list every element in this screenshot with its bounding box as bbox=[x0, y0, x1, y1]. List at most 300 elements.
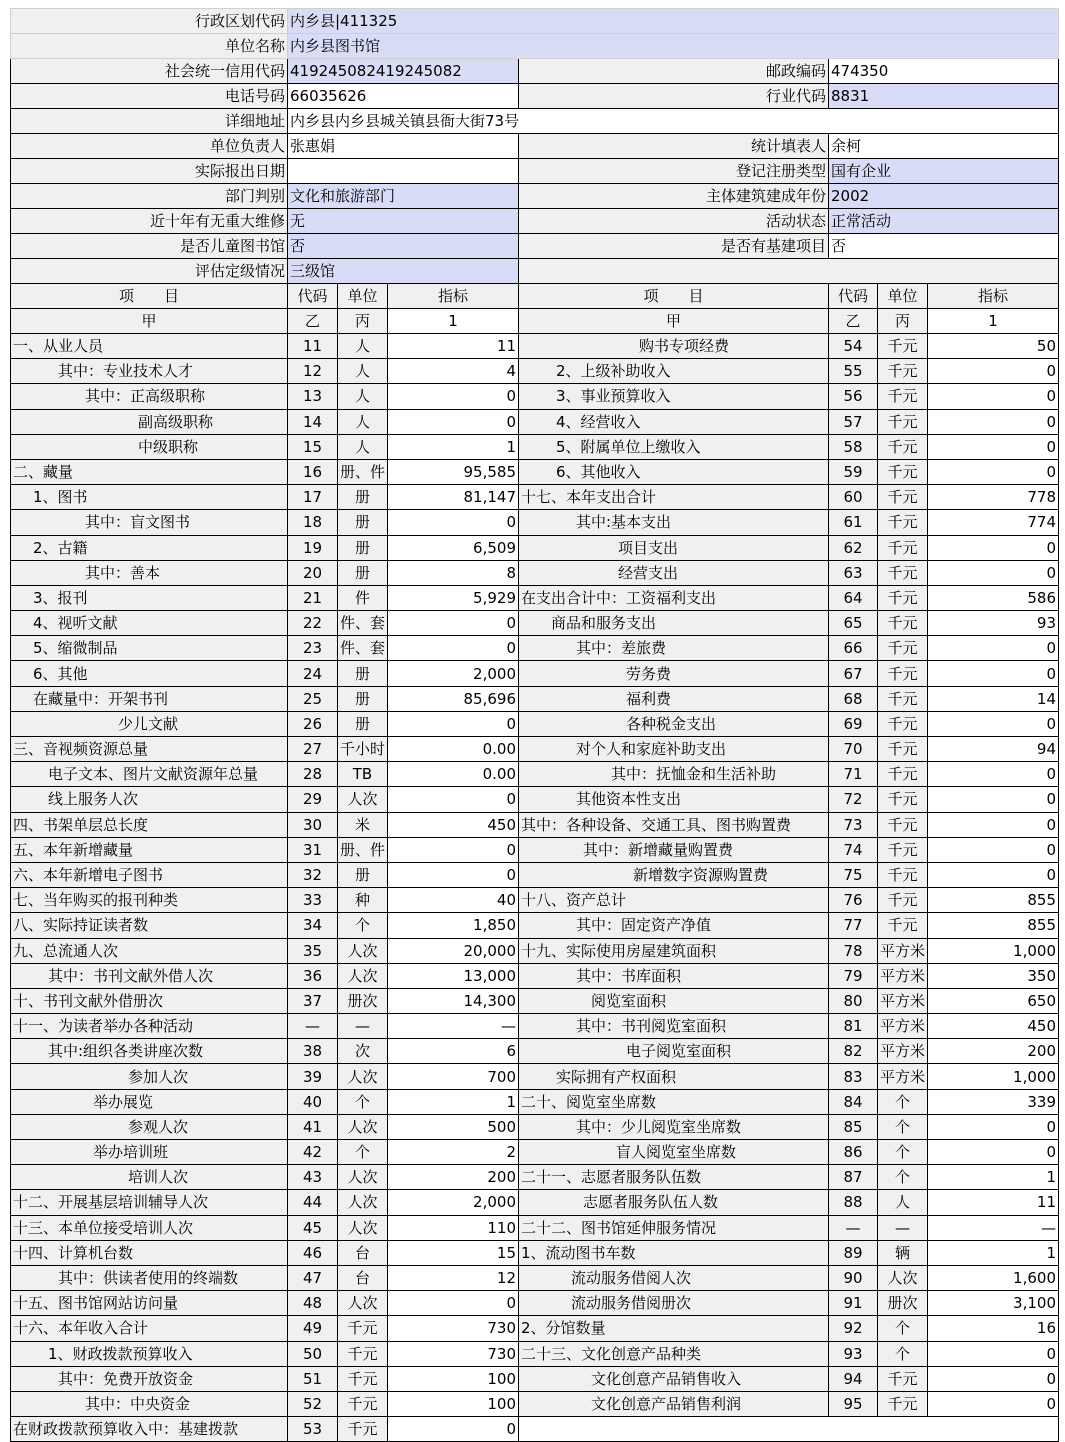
table-row bbox=[11, 762, 1059, 787]
item-unit: 件、套 bbox=[338, 611, 388, 636]
item-code: 54 bbox=[829, 334, 878, 359]
item-unit: 人次 bbox=[338, 963, 388, 988]
item-code: 19 bbox=[288, 535, 338, 560]
table-row bbox=[11, 334, 1059, 359]
rating-label: 评估定级情况 bbox=[11, 259, 288, 284]
item-label: 阅览室面积 bbox=[519, 988, 829, 1013]
item-unit: 千元 bbox=[878, 560, 928, 585]
item-code: 73 bbox=[829, 812, 878, 837]
item-label: 六、本年新增电子图书 bbox=[11, 862, 288, 887]
table-row bbox=[11, 661, 1059, 686]
item-value-field[interactable]: 0 bbox=[388, 1417, 519, 1442]
item-code: 68 bbox=[829, 686, 878, 711]
item-code: 63 bbox=[829, 560, 878, 585]
table-row bbox=[11, 1165, 1059, 1190]
item-code: 89 bbox=[829, 1240, 878, 1265]
item-code: 20 bbox=[288, 560, 338, 585]
credit-code-field[interactable]: 419245082419245082 bbox=[288, 59, 519, 84]
item-label: 商品和服务支出 bbox=[519, 611, 829, 636]
item-value-field[interactable]: 0 bbox=[928, 1391, 1059, 1416]
item-code: 59 bbox=[829, 459, 878, 484]
item-unit: 平方米 bbox=[878, 963, 928, 988]
item-code: 80 bbox=[829, 988, 878, 1013]
industry-code-field[interactable]: 8831 bbox=[829, 84, 1059, 109]
table-row bbox=[11, 1190, 1059, 1215]
item-code: 67 bbox=[829, 661, 878, 686]
table-row bbox=[11, 409, 1059, 434]
item-unit: 件 bbox=[338, 585, 388, 610]
item-value-field[interactable]: 40 bbox=[388, 888, 519, 913]
item-value-field[interactable]: 0 bbox=[928, 535, 1059, 560]
table-row bbox=[11, 359, 1059, 384]
item-unit: 人次 bbox=[338, 787, 388, 812]
item-value-field[interactable]: 100 bbox=[388, 1391, 519, 1416]
item-unit: 个 bbox=[338, 913, 388, 938]
item-label: 其中：新增藏量购置费 bbox=[519, 837, 829, 862]
item-unit: 千元 bbox=[338, 1341, 388, 1366]
item-label: 项目支出 bbox=[519, 535, 829, 560]
item-unit: 个 bbox=[878, 1165, 928, 1190]
postal-code-label: 邮政编码 bbox=[519, 59, 829, 84]
item-value-field[interactable]: 0 bbox=[388, 711, 519, 736]
item-value-field[interactable]: 0 bbox=[928, 1341, 1059, 1366]
item-label: 二十二、图书馆延伸服务情况 bbox=[519, 1215, 829, 1240]
phone-label: 电话号码 bbox=[11, 84, 288, 109]
item-unit: 个 bbox=[878, 1089, 928, 1114]
item-value-field[interactable]: 0 bbox=[388, 384, 519, 409]
item-code: 21 bbox=[288, 585, 338, 610]
construction-label: 是否有基建项目 bbox=[519, 234, 829, 259]
item-label: 购书专项经费 bbox=[519, 334, 829, 359]
construction-field[interactable]: 否 bbox=[829, 234, 1059, 259]
item-code: 27 bbox=[288, 737, 338, 762]
table-row bbox=[11, 1039, 1059, 1064]
item-value-field[interactable]: 730 bbox=[388, 1316, 519, 1341]
col-header-unit: 单位 bbox=[338, 284, 388, 309]
item-unit: 人次 bbox=[338, 1165, 388, 1190]
item-label: 文化创意产品销售利润 bbox=[519, 1391, 829, 1416]
item-value-field[interactable]: 500 bbox=[388, 1114, 519, 1139]
item-value-field[interactable]: 855 bbox=[928, 913, 1059, 938]
item-value-field[interactable]: 0 bbox=[928, 862, 1059, 887]
report-date-label: 实际报出日期 bbox=[11, 159, 288, 184]
item-unit: 个 bbox=[878, 1341, 928, 1366]
item-value-field[interactable]: 100 bbox=[388, 1366, 519, 1391]
item-code: 29 bbox=[288, 787, 338, 812]
item-code: 47 bbox=[288, 1265, 338, 1290]
col-header-value: 指标 bbox=[388, 284, 519, 309]
item-label: 各种税金支出 bbox=[519, 711, 829, 736]
item-value-field[interactable]: 50 bbox=[928, 334, 1059, 359]
table-row bbox=[11, 1291, 1059, 1316]
item-label: 四、书架单层总长度 bbox=[11, 812, 288, 837]
item-unit: 种 bbox=[338, 888, 388, 913]
item-label: 其中：书刊阅览室面积 bbox=[519, 1014, 829, 1039]
item-value-field[interactable]: 0 bbox=[928, 636, 1059, 661]
dept-field[interactable]: 文化和旅游部门 bbox=[288, 184, 519, 209]
item-code: 94 bbox=[829, 1366, 878, 1391]
item-value-field[interactable]: 450 bbox=[928, 1014, 1059, 1039]
item-code: 49 bbox=[288, 1316, 338, 1341]
item-label: 文化创意产品销售收入 bbox=[519, 1366, 829, 1391]
item-unit: 册 bbox=[338, 862, 388, 887]
item-label: 2、分馆数量 bbox=[519, 1316, 829, 1341]
head-label: 单位负责人 bbox=[11, 134, 288, 159]
item-value-field[interactable]: 16 bbox=[928, 1316, 1059, 1341]
item-label: 在财政拨款预算收入中：基建拨款 bbox=[11, 1417, 288, 1442]
item-value-field[interactable]: 81,147 bbox=[388, 485, 519, 510]
item-value-field[interactable]: 650 bbox=[928, 988, 1059, 1013]
item-value-field[interactable]: 0 bbox=[928, 1140, 1059, 1165]
item-label: 1、图书 bbox=[11, 485, 288, 510]
item-value-field[interactable]: 0 bbox=[928, 1114, 1059, 1139]
item-value-field[interactable]: 5,929 bbox=[388, 585, 519, 610]
item-label: 其中：专业技术人才 bbox=[11, 359, 288, 384]
item-label: 对个人和家庭补助支出 bbox=[519, 737, 829, 762]
item-value-field[interactable]: 200 bbox=[388, 1165, 519, 1190]
item-code: 71 bbox=[829, 762, 878, 787]
region-code-field[interactable]: 内乡县|411325 bbox=[288, 9, 1059, 34]
table-row bbox=[11, 1316, 1059, 1341]
item-label: 中级职称 bbox=[11, 434, 288, 459]
item-value-field[interactable]: 1 bbox=[928, 1240, 1059, 1265]
item-value-field[interactable]: 1 bbox=[388, 1089, 519, 1114]
postal-code-field[interactable]: 474350 bbox=[829, 59, 1059, 84]
item-value-field[interactable]: 11 bbox=[928, 1190, 1059, 1215]
table-row bbox=[11, 611, 1059, 636]
item-value-field[interactable]: 1 bbox=[388, 434, 519, 459]
table-row bbox=[11, 1366, 1059, 1391]
table-row bbox=[11, 1215, 1059, 1240]
item-unit: 千元 bbox=[878, 812, 928, 837]
empty-cell bbox=[519, 1417, 1059, 1442]
item-value-field[interactable]: 778 bbox=[928, 485, 1059, 510]
table-row bbox=[11, 1064, 1059, 1089]
item-unit: 人次 bbox=[338, 1114, 388, 1139]
item-unit: 千元 bbox=[338, 1316, 388, 1341]
item-value-field[interactable]: 0 bbox=[388, 636, 519, 661]
table-row bbox=[11, 510, 1059, 535]
item-code: 65 bbox=[829, 611, 878, 636]
item-value-field[interactable]: 6,509 bbox=[388, 535, 519, 560]
item-label: 七、当年购买的报刊种类 bbox=[11, 888, 288, 913]
item-value-field[interactable]: 0 bbox=[928, 409, 1059, 434]
item-code: 46 bbox=[288, 1240, 338, 1265]
table-row bbox=[11, 913, 1059, 938]
table-row bbox=[11, 1089, 1059, 1114]
item-unit: 册 bbox=[338, 535, 388, 560]
item-value-field[interactable]: 730 bbox=[388, 1341, 519, 1366]
item-unit: 人次 bbox=[878, 1265, 928, 1290]
table-row bbox=[11, 1417, 1059, 1442]
item-code: 78 bbox=[829, 938, 878, 963]
item-code: 15 bbox=[288, 434, 338, 459]
item-value-field[interactable]: 2,000 bbox=[388, 1190, 519, 1215]
item-value-field[interactable]: 0 bbox=[388, 837, 519, 862]
item-code: 25 bbox=[288, 686, 338, 711]
item-code: 61 bbox=[829, 510, 878, 535]
item-value-field[interactable]: 0 bbox=[928, 661, 1059, 686]
item-value-field[interactable]: 0 bbox=[928, 359, 1059, 384]
item-unit: 册 bbox=[338, 661, 388, 686]
item-value-field[interactable]: 774 bbox=[928, 510, 1059, 535]
item-unit: 千元 bbox=[878, 510, 928, 535]
reg-type-field[interactable]: 国有企业 bbox=[829, 159, 1059, 184]
col-header-unit: 单位 bbox=[878, 284, 928, 309]
item-unit: 人 bbox=[878, 1190, 928, 1215]
item-value-field[interactable]: 4 bbox=[388, 359, 519, 384]
item-label: 少儿文献 bbox=[11, 711, 288, 736]
item-unit: 平方米 bbox=[878, 938, 928, 963]
item-code: 93 bbox=[829, 1341, 878, 1366]
item-label: 经营支出 bbox=[519, 560, 829, 585]
table-row bbox=[11, 862, 1059, 887]
col-header-item: 项 目 bbox=[519, 284, 829, 309]
item-value-field[interactable]: 586 bbox=[928, 585, 1059, 610]
item-label: 其中：固定资产净值 bbox=[519, 913, 829, 938]
address-label: 详细地址 bbox=[11, 109, 288, 134]
item-value-field[interactable]: 1,850 bbox=[388, 913, 519, 938]
build-year-field[interactable]: 2002 bbox=[829, 184, 1059, 209]
item-label: 其中:基本支出 bbox=[519, 510, 829, 535]
item-label: 其中：书库面积 bbox=[519, 963, 829, 988]
item-unit: 册、件 bbox=[338, 837, 388, 862]
item-unit: 册 bbox=[338, 711, 388, 736]
item-code: 60 bbox=[829, 485, 878, 510]
item-label: 劳务费 bbox=[519, 661, 829, 686]
item-value-field[interactable]: 12 bbox=[388, 1265, 519, 1290]
item-unit: 人次 bbox=[338, 1190, 388, 1215]
item-label: 其中：差旅费 bbox=[519, 636, 829, 661]
table-row bbox=[11, 1265, 1059, 1290]
empty-cell bbox=[519, 259, 1059, 284]
item-code: 35 bbox=[288, 938, 338, 963]
item-label: 举办展览 bbox=[11, 1089, 288, 1114]
item-code: 87 bbox=[829, 1165, 878, 1190]
item-label: 八、实际持证读者数 bbox=[11, 913, 288, 938]
item-label: 5、缩微制品 bbox=[11, 636, 288, 661]
item-value-field[interactable]: 0 bbox=[388, 787, 519, 812]
item-label: 盲人阅览室坐席数 bbox=[519, 1140, 829, 1165]
item-value-field[interactable]: 85,696 bbox=[388, 686, 519, 711]
item-value-field[interactable]: 3,100 bbox=[928, 1291, 1059, 1316]
item-unit: 个 bbox=[878, 1140, 928, 1165]
item-label: 4、视听文献 bbox=[11, 611, 288, 636]
item-label: 九、总流通人次 bbox=[11, 938, 288, 963]
table-row bbox=[11, 963, 1059, 988]
item-code: 74 bbox=[829, 837, 878, 862]
item-label: 3、事业预算收入 bbox=[519, 384, 829, 409]
repair-field[interactable]: 无 bbox=[288, 209, 519, 234]
item-value-field[interactable]: 350 bbox=[928, 963, 1059, 988]
item-value-field[interactable]: 14 bbox=[928, 686, 1059, 711]
item-value-field[interactable]: 1,000 bbox=[928, 938, 1059, 963]
item-value-field[interactable]: 20,000 bbox=[388, 938, 519, 963]
item-label: 十二、开展基层培训辅导人次 bbox=[11, 1190, 288, 1215]
item-label: 其他资本性支出 bbox=[519, 787, 829, 812]
item-unit: 千元 bbox=[878, 862, 928, 887]
item-value-field[interactable]: 0 bbox=[928, 837, 1059, 862]
item-value-field[interactable]: 0 bbox=[928, 787, 1059, 812]
item-code: 31 bbox=[288, 837, 338, 862]
item-value-field[interactable]: 2,000 bbox=[388, 661, 519, 686]
item-label: 在支出合计中：工资福利支出 bbox=[519, 585, 829, 610]
item-unit: 千元 bbox=[878, 409, 928, 434]
item-unit: 千元 bbox=[878, 711, 928, 736]
item-code: 52 bbox=[288, 1391, 338, 1416]
item-value-field[interactable]: 0 bbox=[928, 762, 1059, 787]
item-unit: 千元 bbox=[878, 661, 928, 686]
rating-field[interactable]: 三级馆 bbox=[288, 259, 519, 284]
item-value-field[interactable]: 339 bbox=[928, 1089, 1059, 1114]
table-row bbox=[11, 686, 1059, 711]
phone-field[interactable]: 66035626 bbox=[288, 84, 519, 109]
item-unit: 平方米 bbox=[878, 988, 928, 1013]
item-code: 13 bbox=[288, 384, 338, 409]
item-value-field[interactable]: 0 bbox=[928, 711, 1059, 736]
item-unit: 人 bbox=[338, 359, 388, 384]
item-unit: 辆 bbox=[878, 1240, 928, 1265]
table-row bbox=[11, 837, 1059, 862]
item-value-field[interactable]: 0 bbox=[388, 409, 519, 434]
item-code: 11 bbox=[288, 334, 338, 359]
item-code: 40 bbox=[288, 1089, 338, 1114]
item-unit: 千元 bbox=[878, 636, 928, 661]
item-value-field[interactable]: 94 bbox=[928, 737, 1059, 762]
item-value-field[interactable]: 1 bbox=[928, 1165, 1059, 1190]
item-unit: 册次 bbox=[338, 988, 388, 1013]
item-value-field[interactable]: 0 bbox=[388, 862, 519, 887]
item-value-field[interactable]: 0 bbox=[928, 812, 1059, 837]
item-value-field[interactable]: 11 bbox=[388, 334, 519, 359]
head-field[interactable]: 张惠娟 bbox=[288, 134, 519, 159]
table-row bbox=[11, 384, 1059, 409]
item-code: 34 bbox=[288, 913, 338, 938]
item-value-field[interactable]: 93 bbox=[928, 611, 1059, 636]
children-library-label: 是否儿童图书馆 bbox=[11, 234, 288, 259]
item-value-field[interactable]: 0 bbox=[928, 384, 1059, 409]
item-code: 45 bbox=[288, 1215, 338, 1240]
item-value-field[interactable]: 855 bbox=[928, 888, 1059, 913]
item-value-field[interactable]: 13,000 bbox=[388, 963, 519, 988]
item-label: 其中：供读者使用的终端数 bbox=[11, 1265, 288, 1290]
item-value-field[interactable]: 15 bbox=[388, 1240, 519, 1265]
item-value-field[interactable]: 0 bbox=[928, 560, 1059, 585]
item-value-field[interactable]: — bbox=[388, 1014, 519, 1039]
table-row bbox=[11, 888, 1059, 913]
item-value-field[interactable]: 0 bbox=[388, 510, 519, 535]
repair-label: 近十年有无重大维修 bbox=[11, 209, 288, 234]
item-value-field[interactable]: 1,600 bbox=[928, 1265, 1059, 1290]
item-value-field[interactable]: 14,300 bbox=[388, 988, 519, 1013]
item-code: 30 bbox=[288, 812, 338, 837]
item-label: 其中:组织各类讲座次数 bbox=[11, 1039, 288, 1064]
item-value-field[interactable]: 1,000 bbox=[928, 1064, 1059, 1089]
item-code: 56 bbox=[829, 384, 878, 409]
item-unit: 千元 bbox=[878, 837, 928, 862]
children-library-field[interactable]: 否 bbox=[288, 234, 519, 259]
item-value-field[interactable]: 0.00 bbox=[388, 737, 519, 762]
item-value-field[interactable]: 0 bbox=[928, 434, 1059, 459]
table-row bbox=[11, 560, 1059, 585]
item-unit: 千元 bbox=[878, 1366, 928, 1391]
item-label: 电子文本、图片文献资源年总量 bbox=[11, 762, 288, 787]
col-sub-value: 1 bbox=[928, 309, 1059, 334]
item-value-field[interactable]: 8 bbox=[388, 560, 519, 585]
item-unit: 人 bbox=[338, 334, 388, 359]
item-label: 十、书刊文献外借册次 bbox=[11, 988, 288, 1013]
item-value-field[interactable]: 95,585 bbox=[388, 459, 519, 484]
item-code: 14 bbox=[288, 409, 338, 434]
item-value-field[interactable]: 110 bbox=[388, 1215, 519, 1240]
report-date-field[interactable] bbox=[288, 159, 519, 184]
item-label: 其中：免费开放资金 bbox=[11, 1366, 288, 1391]
item-code: 72 bbox=[829, 787, 878, 812]
item-code: 32 bbox=[288, 862, 338, 887]
item-label: 流动服务借阅人次 bbox=[519, 1265, 829, 1290]
item-code: 28 bbox=[288, 762, 338, 787]
item-value-field[interactable]: 0 bbox=[928, 459, 1059, 484]
item-label: 副高级职称 bbox=[11, 409, 288, 434]
item-value-field[interactable]: 6 bbox=[388, 1039, 519, 1064]
col-header-code: 代码 bbox=[829, 284, 878, 309]
item-value-field[interactable]: 0 bbox=[388, 611, 519, 636]
item-label: 1、财政拨款预算收入 bbox=[11, 1341, 288, 1366]
item-value-field[interactable]: 0 bbox=[388, 1291, 519, 1316]
item-code: 37 bbox=[288, 988, 338, 1013]
item-label: 参观人次 bbox=[11, 1114, 288, 1139]
build-year-label: 主体建筑建成年份 bbox=[519, 184, 829, 209]
item-value-field[interactable]: 700 bbox=[388, 1064, 519, 1089]
item-code: 24 bbox=[288, 661, 338, 686]
table-row bbox=[11, 1341, 1059, 1366]
unit-name-field[interactable]: 内乡县图书馆 bbox=[288, 34, 1059, 59]
item-code: 39 bbox=[288, 1064, 338, 1089]
item-unit: 千元 bbox=[878, 762, 928, 787]
item-label: 参加人次 bbox=[11, 1064, 288, 1089]
table-row bbox=[11, 787, 1059, 812]
table-row bbox=[11, 1391, 1059, 1416]
filler-field[interactable]: 余柯 bbox=[829, 134, 1059, 159]
item-code: 62 bbox=[829, 535, 878, 560]
col-sub-value: 1 bbox=[388, 309, 519, 334]
item-label: 二十三、文化创意产品种类 bbox=[519, 1341, 829, 1366]
item-value-field[interactable]: 450 bbox=[388, 812, 519, 837]
item-value-field[interactable]: — bbox=[928, 1215, 1059, 1240]
item-unit: — bbox=[878, 1215, 928, 1240]
item-label: 五、本年新增藏量 bbox=[11, 837, 288, 862]
status-field[interactable]: 正常活动 bbox=[829, 209, 1059, 234]
item-code: 92 bbox=[829, 1316, 878, 1341]
col-header-code: 代码 bbox=[288, 284, 338, 309]
item-code: 86 bbox=[829, 1140, 878, 1165]
item-unit: 人次 bbox=[338, 1064, 388, 1089]
item-value-field[interactable]: 0 bbox=[928, 1366, 1059, 1391]
item-code: 81 bbox=[829, 1014, 878, 1039]
item-unit: 千元 bbox=[878, 737, 928, 762]
item-unit: 千元 bbox=[878, 459, 928, 484]
address-field[interactable]: 内乡县内乡县城关镇县衙大街73号 bbox=[288, 109, 1059, 134]
item-value-field[interactable]: 200 bbox=[928, 1039, 1059, 1064]
item-unit: 平方米 bbox=[878, 1014, 928, 1039]
item-value-field[interactable]: 2 bbox=[388, 1140, 519, 1165]
item-unit: 千元 bbox=[338, 1366, 388, 1391]
item-code: 33 bbox=[288, 888, 338, 913]
item-value-field[interactable]: 0.00 bbox=[388, 762, 519, 787]
item-code: 44 bbox=[288, 1190, 338, 1215]
item-code: 55 bbox=[829, 359, 878, 384]
item-code: 82 bbox=[829, 1039, 878, 1064]
